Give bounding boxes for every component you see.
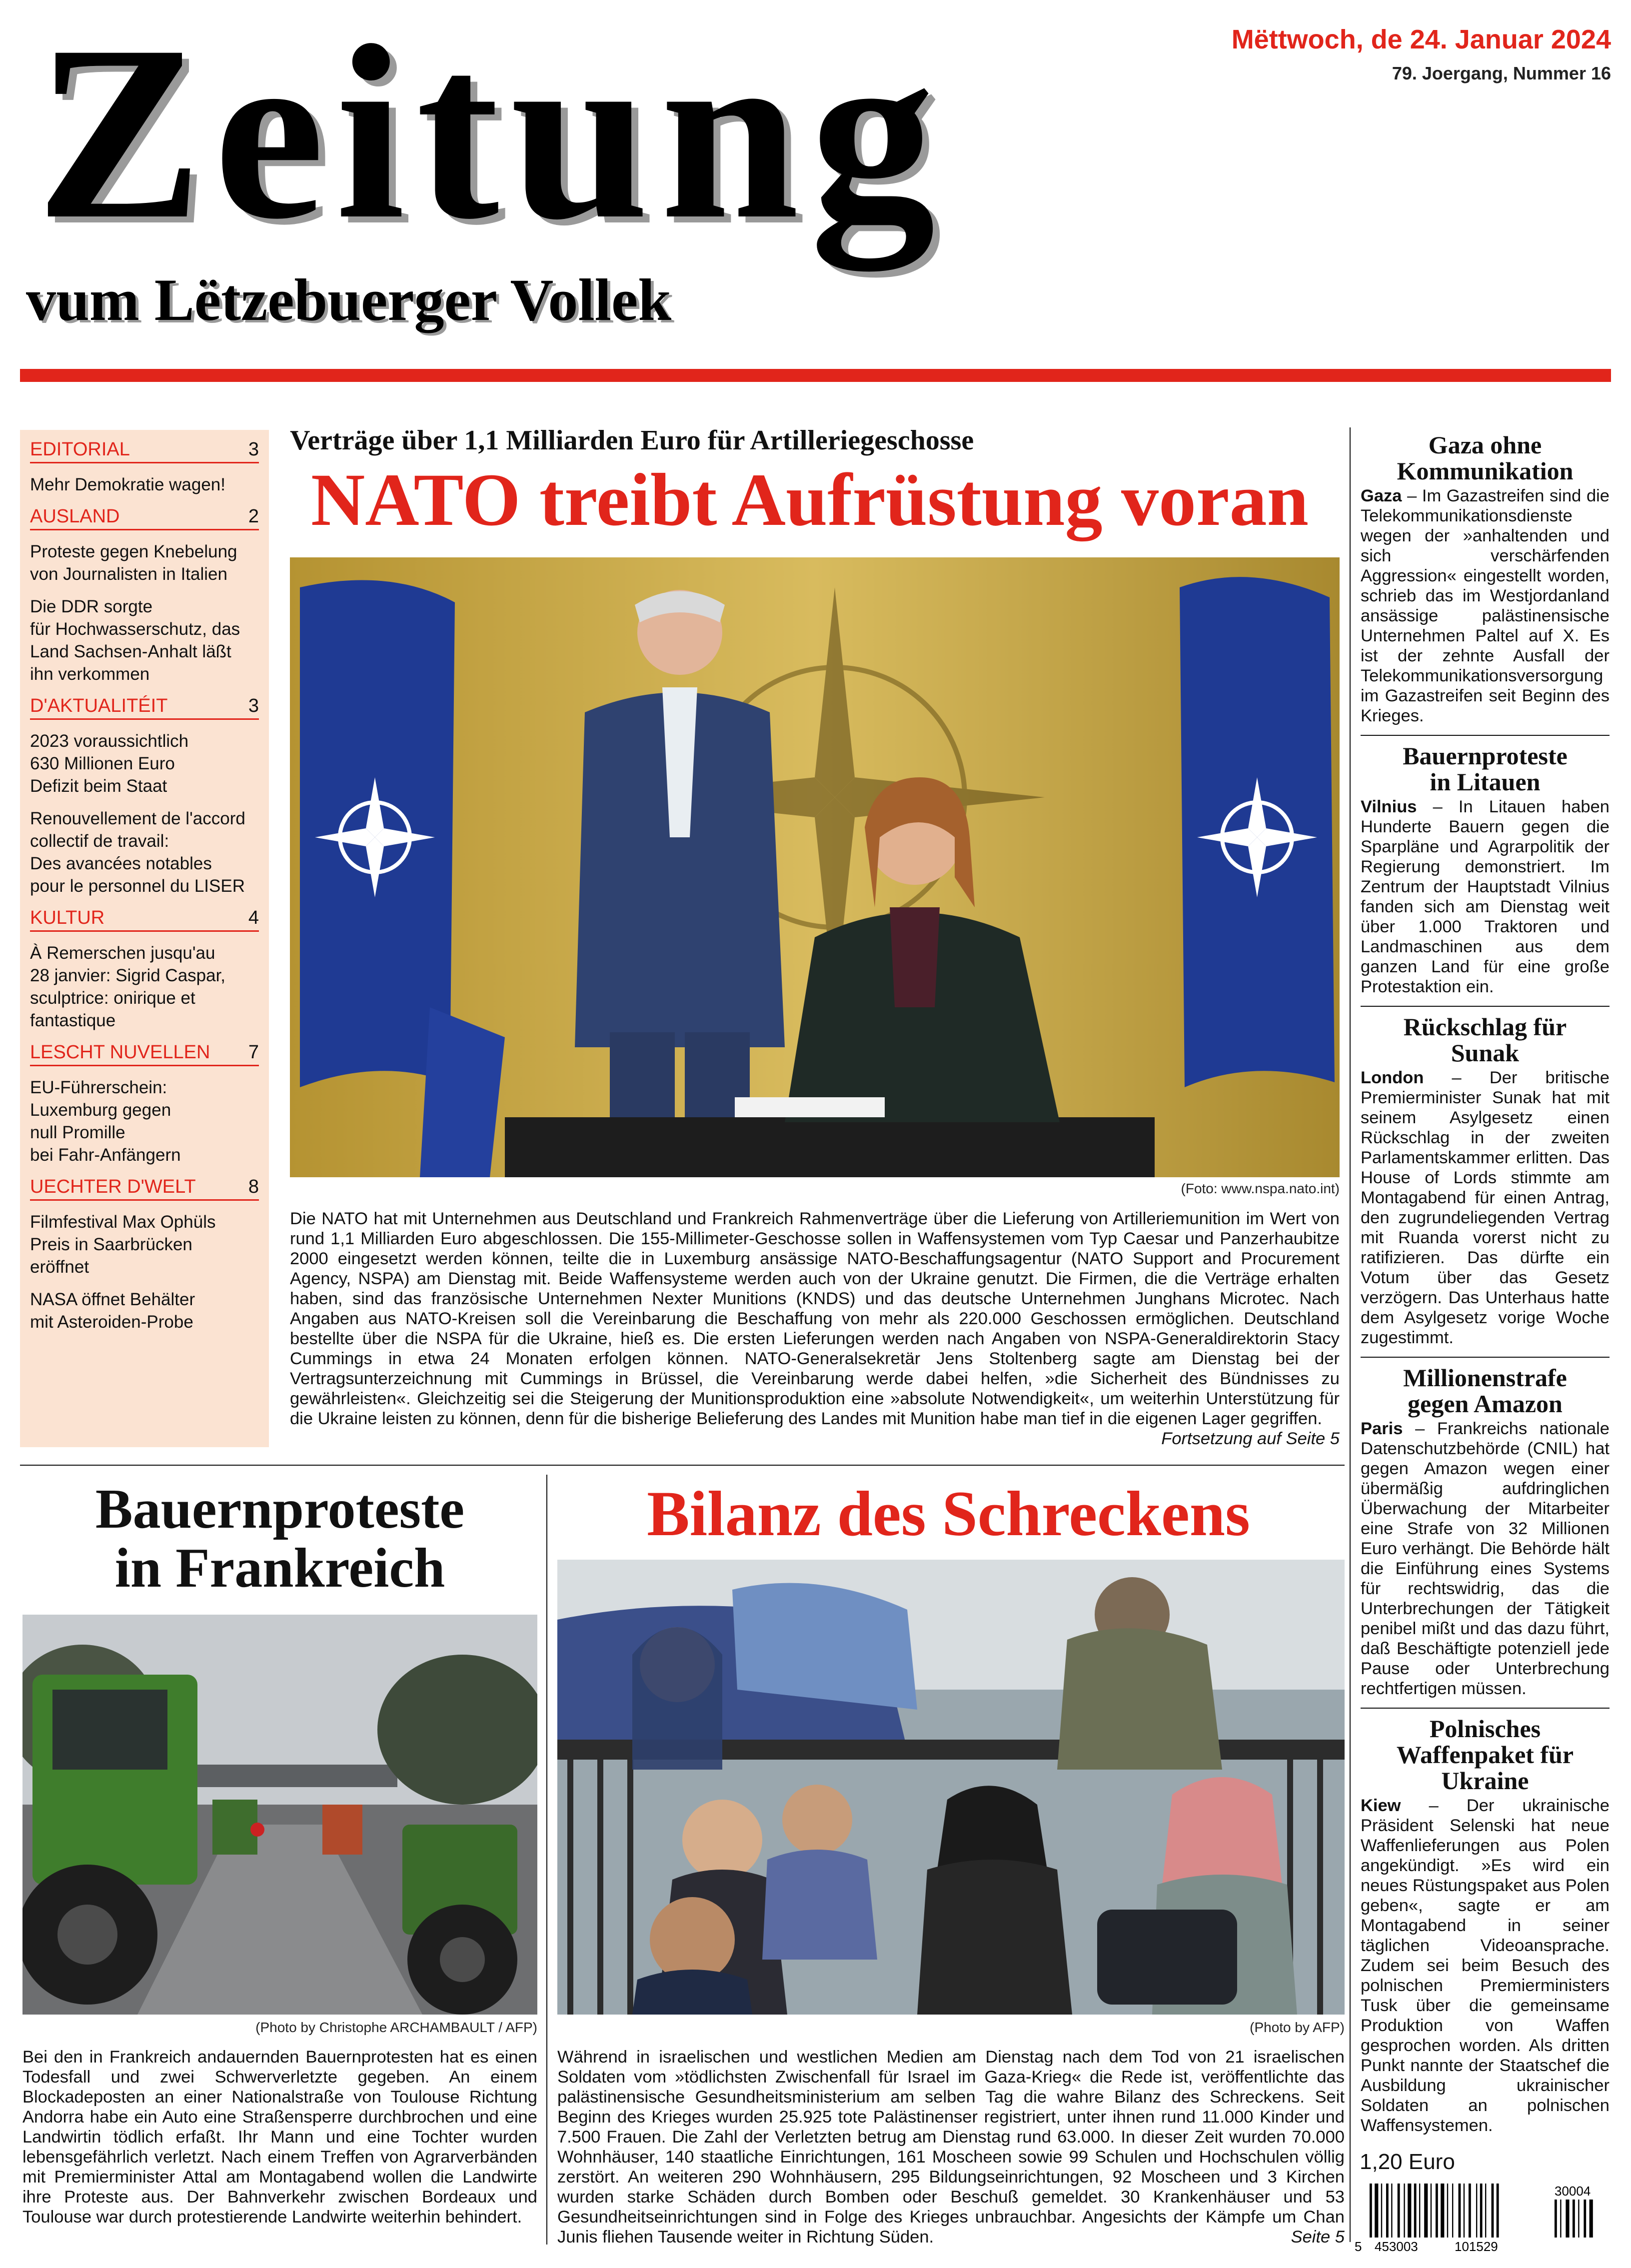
toc-section-name: D'AKTUALITÉIT	[30, 695, 168, 716]
toc-section-name: AUSLAND	[30, 506, 120, 527]
issue-date: Mëttwoch, de 24. Januar 2024	[1231, 24, 1611, 54]
section-rule	[20, 1465, 1345, 1466]
barcode-bar	[1375, 2184, 1378, 2238]
lead-kicker: Verträge über 1,1 Milliarden Euro für Artilleriegeschosse	[290, 425, 974, 456]
toc-item[interactable]: Proteste gegen Knebelung von Journalisten in Italien	[30, 542, 237, 584]
toc-section-uechter-dwelt[interactable]	[20, 1174, 269, 1333]
brief-dateline: Gaza	[1361, 486, 1402, 505]
story2-headline[interactable]: Bauernproteste in Frankreich	[95, 1478, 465, 1599]
toc-section-name: LESCHT NUVELLEN	[30, 1042, 210, 1063]
barcode-bar	[1464, 2184, 1465, 2238]
barcode-digit-left: 5	[1355, 2239, 1362, 2254]
toc-item[interactable]: Filmfestival Max Ophüls Preis in Saarbrücken eröffnet	[30, 1212, 216, 1277]
brief-title[interactable]: Millionenstrafe gegen Amazon	[1403, 1364, 1567, 1418]
brief-text: – Der ukrainische Präsident Selenski hat neue Waffenlieferungen aus Polen angekündigt. »Es wird ein neues Rüstungspaket aus Polen geben«, sagte er am Montagabend in seiner täglichen Videoansprache. Zudem sei beim Besuch des polnischen Premierministers Tusk über die gemeinsame Produktion von Waffen gesprochen worden. Als dritten Punkt nannte der Staatschef die Ausbildung ukrainischer Soldaten an polnischen Waffensystemen.	[1361, 1796, 1610, 2135]
toc-section-aktualiteit[interactable]	[20, 693, 269, 897]
barcode-addon-bar	[1573, 2200, 1575, 2238]
toc-item[interactable]: À Remerschen jusqu'au 28 janvier: Sigrid Caspar, sculptrice: onirique et fantastique	[30, 943, 226, 1030]
barcode-digits-mid: 453003	[1375, 2239, 1418, 2254]
barcode-bar	[1476, 2184, 1477, 2238]
column-rule	[546, 1475, 547, 2245]
lead-headline[interactable]: NATO treibt Aufrüstung voran	[310, 458, 1309, 541]
barcode-bar	[1414, 2184, 1417, 2238]
toc-page-number: 7	[248, 1042, 259, 1063]
brief-title[interactable]: Gaza ohne Kommunikation	[1397, 431, 1574, 485]
lead-photo[interactable]	[290, 557, 1340, 1177]
barcode-bar	[1441, 2184, 1444, 2238]
barcode-bar	[1408, 2184, 1411, 2238]
barcode-bar	[1398, 2184, 1400, 2238]
toc-page-number: 8	[248, 1176, 259, 1197]
brief-dateline: Kiew	[1361, 1796, 1401, 1815]
toc-section-name: UECHTER D'WELT	[30, 1176, 196, 1197]
barcode-addon-bar	[1566, 2200, 1569, 2238]
barcode-bar	[1386, 2184, 1389, 2238]
story3-body-text: Während in israelischen und westlichen Medien am Dienstag nach dem Tod von 21 israelischen Soldaten vom »tödlichsten Zwischenfall für Israel im Gaza-Krieg« die Rede ist, veröffentlichte das palästinensische Gesundheitsministerium am selben Tag die wahre Bilanz des Schreckens. Seit Beginn des Krieges wurden 25.925 tote Palästinenser registriert, unter ihnen rund 11.000 Kinder und 7.500 Frauen. Die Zahl der Verletzten betrug am Dienstag rund 63.000. In dieser Zeit wurden 70.000 Wohnhäuser, 140 staatliche Einrichtungen, 161 Moscheen sowie 99 Schulen und Hochschulen völlig zerstört. An weiteren 290 Wohnhäusern, 295 Bildungseinrichtungen, 92 Moscheen und 3 Kirchen wurden starke Schäden durch Bomben oder Beschuß gemeldet. 30 Krankenhäuser und 53 Gesundheitseinrichtungen sind in Folge des Krieges unbrauchbar. Angesichts der Kämpfe um Chan Junis fliehen Tausende weiter in Richtung Süden.	[557, 2048, 1345, 2247]
brief-item	[1361, 432, 1610, 736]
toc-page-number: 2	[248, 506, 259, 527]
table-of-contents	[20, 430, 269, 1447]
story3-continuation-link[interactable]: Seite 5	[1291, 2228, 1345, 2247]
brief-dateline: Vilnius	[1361, 797, 1417, 816]
barcode-addon-bar	[1578, 2200, 1579, 2238]
toc-item[interactable]: NASA öffnet Behälter mit Asteroiden-Probe	[30, 1290, 195, 1332]
barcode-bar	[1404, 2184, 1405, 2238]
story3-article-body	[557, 2047, 1345, 2247]
barcode-bar	[1419, 2184, 1420, 2238]
story2-photo-caption: (Photo by Christophe ARCHAMBAULT / AFP)	[255, 2020, 537, 2035]
toc-section-lescht-nuvellen[interactable]	[20, 1040, 269, 1166]
toc-item[interactable]: Mehr Demokratie wagen!	[30, 475, 225, 494]
brief-text: – In Litauen haben Hunderte Bauern gegen die Sparpläne und Agrarpolitik der Regierung demonstriert. Im Zentrum der Hauptstadt Vilnius fanden sich am Dienstag weit über 1.000 Traktoren und Landmaschinen aus dem ganzen Land für eine große Protestaktion ein.	[1361, 797, 1610, 996]
barcode-bar	[1480, 2184, 1483, 2238]
brief-title[interactable]: Polnisches Waffenpaket für Ukraine	[1396, 1715, 1574, 1795]
toc-item[interactable]: EU-Führerschein: Luxemburg gegen null Promille bei Fahr-Anfängern	[30, 1078, 181, 1165]
brief-item	[1361, 1716, 1610, 2136]
barcode-addon-bar	[1555, 2200, 1557, 2238]
barcode-addon-bar	[1560, 2200, 1561, 2238]
story3-headline[interactable]: Bilanz des Schreckens	[647, 1478, 1250, 1549]
toc-section-kultur[interactable]	[20, 905, 269, 1032]
lead-photo-caption: (Foto: www.nspa.nato.int)	[1181, 1181, 1340, 1196]
toc-page-number: 4	[248, 907, 259, 928]
barcode-bar	[1459, 2184, 1461, 2238]
barcode-bar	[1485, 2184, 1486, 2238]
story2-photo[interactable]	[22, 1615, 537, 2015]
toc-item[interactable]: Die DDR sorgte für Hochwasserschutz, das Land Sachsen-Anhalt läßt ihn verkommen	[30, 597, 240, 684]
barcode-bar	[1381, 2184, 1382, 2238]
lead-body-text: Die NATO hat mit Unternehmen aus Deutschland und Frankreich Rahmenverträge über die Lieferung von Artilleriemunition im Wert von rund 1,1 Milliarden Euro abgeschlossen. Die 155-Millimeter-Geschosse sollen in Waffensystemen vom Typ Caesar und Panzerhaubitze 2000 eingesetzt werden können, teilte die in Luxemburg ansässige NATO-Beschaffungsagentur (NATO Support and Procurement Agency, NSPA) am Dienstag mit. Beide Waffensysteme werden auch von der Ukraine genutzt. Die Firmen, die die Verträge erhalten haben, sind das französische Unternehmen Nexter Munitions (KNDS) und das deutsche Unternehmen Junghans Microtec. Nach Angaben aus NATO-Kreisen soll die Vereinbarung die Beschaffung von mehr als 220.000 Geschossen ermöglichen. Deutschland bestellte über die NSPA für die Ukraine, hieß es. Die ersten Lieferungen werden nach Angaben von NSPA-Generaldirektorin Stacy Cummings in etwa 24 Monaten erfolgen können. NATO-Generalsekretär Jens Stoltenberg sagte am Dienstag bei der Vertragsunterzeichnung mit Cummings in Brüssel, die Vereinbarung werde dabei helfen, »die Sicherheit des Bündnisses zu gewährleisten«. Gleichzeitig sei die Steigerung der Munitionsproduktion eine »absolute Notwendigkeit«, um weiterhin Unterstützung für die Ukraine leisten zu können, denn für die bisherige Belieferung des Landes mit Munition habe man tief in die eigenen Lager gegriffen.	[290, 1209, 1340, 1428]
toc-section-name: EDITORIAL	[30, 439, 130, 460]
barcode-bar	[1447, 2184, 1448, 2238]
story3-photo[interactable]	[557, 1560, 1345, 2015]
brief-dateline: Paris	[1361, 1419, 1403, 1438]
toc-section-name: KULTUR	[30, 907, 105, 928]
brief-dateline: London	[1361, 1068, 1424, 1087]
brief-text: – Frankreichs nationale Datenschutzbehörde (CNIL) hat gegen Amazon wegen einer übermäßig aufdringlichen Überwachung der Mitarbeiter eine Strafe von 32 Millionen Euro verhängt. Die Behörde hält die Einführung eines Systems für rechtswidrig, das die Unterbrechungen der Tätigkeit penibel mißt und das dazu führt, daß Beschäftigte potenziell jede Pause oder Unterbrechung rechtfertigen müssen.	[1361, 1419, 1610, 1698]
barcode-bar	[1370, 2184, 1372, 2238]
brief-item	[1361, 1365, 1610, 1709]
lead-article-body	[290, 1209, 1340, 1449]
toc-section-editorial[interactable]	[20, 437, 269, 496]
toc-page-number: 3	[248, 439, 259, 460]
lead-continuation-link[interactable]: Fortsetzung auf Seite 5	[1161, 1429, 1340, 1448]
barcode-addon-digits: 30004	[1555, 2184, 1591, 2199]
brief-item	[1361, 1014, 1610, 1358]
brief-item	[1361, 743, 1610, 1007]
masthead-subtitle: vum Lëtzebuerger Vollek	[26, 266, 671, 333]
barcode-bar	[1497, 2184, 1499, 2238]
toc-item[interactable]: Renouvellement de l'accord collectif de travail: Des avancées notables pour le personnel du LISER	[30, 809, 245, 896]
barcode-bar	[1436, 2184, 1438, 2238]
barcode-addon-bar	[1584, 2200, 1586, 2238]
toc-page-number: 3	[248, 695, 259, 716]
barcode-bar	[1431, 2184, 1432, 2238]
toc-section-ausland[interactable]	[20, 504, 269, 685]
news-briefs-column	[1361, 425, 1610, 2136]
brief-text: – Der britische Premierminister Sunak hat mit seinem Asylgesetz einen Rückschlag in der zweiten Parlamentskammer erlitten. Das House of Lords stimmte am Montagabend für einen Antrag, den zugrundeliegenden Vertrag mit Ruanda vorerst nicht zu ratifizieren. Das dürfte ein Votum über das Gesetz verzögern. Das Unterhaus hatte dem Asylgesetz vorige Woche zugestimmt.	[1361, 1068, 1610, 1347]
brief-title[interactable]: Bauernproteste in Litauen	[1403, 742, 1568, 796]
barcode-bar	[1492, 2184, 1494, 2238]
barcode-bar	[1469, 2184, 1471, 2238]
issue-number: 79. Joergang, Nummer 16	[1392, 63, 1611, 83]
barcode	[1355, 2184, 1615, 2254]
brief-text: – Im Gazastreifen sind die Telekommunikationsdienste wegen der »anhaltenden und sich verschärfenden Aggression« eingestellt worden, schrieb das im Westjordanland ansässige palästinensische Unternehmen Paltel auf X. Es ist der zehnte Ausfall der Telekommunikationsversorgung im Gazastreifen seit Beginn des Krieges.	[1361, 486, 1610, 725]
barcode-bar	[1391, 2184, 1392, 2238]
toc-item[interactable]: 2023 voraussichtlich 630 Millionen Euro Defizit beim Staat	[30, 731, 189, 796]
barcode-bar	[1452, 2184, 1453, 2238]
masthead-rule	[20, 369, 1611, 382]
story2-body: Bei den in Frankreich andauernden Bauernprotesten hat es einen Todesfall und zwei Schwerverletzte gegeben. An einem Blockadeposten an einer Nationalstraße von Toulouse Richtung Andorra habe ein Auto eine Straßensperre durchbrochen und eine Landwirtin tödlich erfaßt. Ihr Mann und eine Tochter wurden lebensgefährlich verletzt. Nach einem Treffen von Agrarverbänden mit Premierminister Attal am Montagabend wollen die Landwirte ihre Proteste aus. Der Bahnverkehr zwischen Bordeaux und Toulouse war durch protestierende Landwirte weiterhin behindert.	[22, 2048, 537, 2227]
column-rule	[1350, 427, 1351, 2242]
story3-photo-caption: (Photo by AFP)	[1250, 2020, 1345, 2035]
barcode-digits-right: 101529	[1455, 2239, 1498, 2254]
brief-title[interactable]: Rückschlag für Sunak	[1403, 1013, 1567, 1067]
price-label: 1,20 Euro	[1360, 2150, 1455, 2174]
masthead-title: Zeitung	[36, 0, 946, 271]
barcode-addon-bar	[1590, 2200, 1593, 2238]
barcode-bar	[1424, 2184, 1428, 2238]
